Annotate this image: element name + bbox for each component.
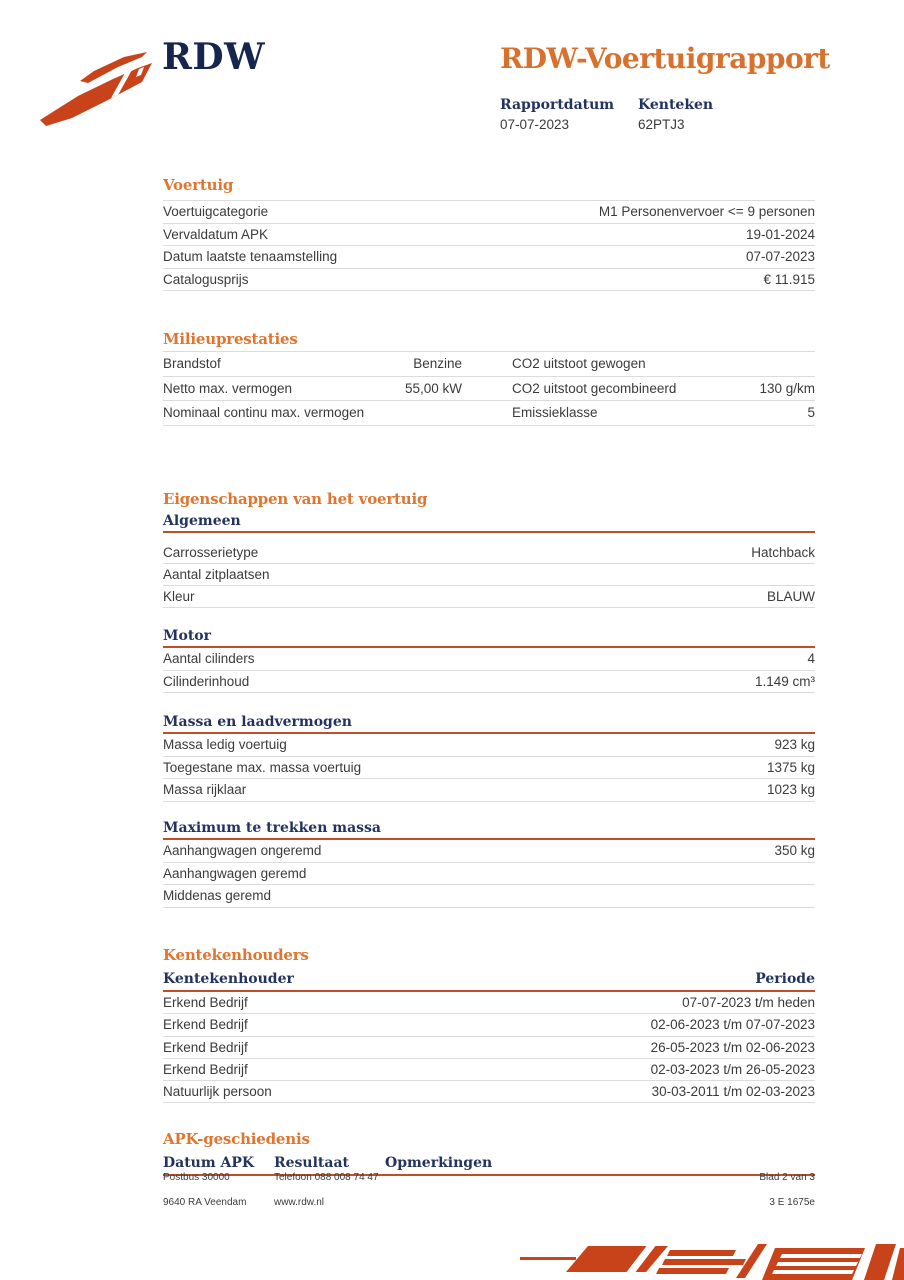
subsection-heading: Massa en laadvermogen xyxy=(163,712,815,734)
table-row xyxy=(163,542,815,564)
row-value: 1.149 cm³ xyxy=(754,673,815,689)
row-label: Emissieklasse xyxy=(512,405,598,421)
section-heading-eigenschappen: Eigenschappen van het voertuig xyxy=(163,490,428,508)
row-value: 4 xyxy=(807,651,815,667)
table-row xyxy=(163,377,815,402)
periode-cell: 07-07-2023 t/m heden xyxy=(682,995,815,1011)
periode-cell: 02-06-2023 t/m 07-07-2023 xyxy=(650,1017,815,1033)
section-voertuig xyxy=(163,176,815,291)
row-label: Netto max. vermogen xyxy=(163,380,293,396)
row-label: Aantal zitplaatsen xyxy=(163,567,270,582)
table-row xyxy=(163,863,815,886)
row-value: 923 kg xyxy=(774,737,815,753)
table-row xyxy=(163,1014,815,1036)
section-milieuprestaties xyxy=(163,330,815,426)
rdw-feather-logo-icon xyxy=(38,50,156,128)
table-row xyxy=(163,1081,815,1103)
kenteken-value: 62PTJ3 xyxy=(638,117,685,132)
logo-text: RDW xyxy=(162,36,266,78)
row-value: 55,00 kW xyxy=(404,380,462,396)
subsection-motor xyxy=(163,626,815,693)
voertuig-rows xyxy=(163,200,815,291)
footer-line-2 xyxy=(163,1197,815,1211)
row-label: CO2 uitstoot gecombineerd xyxy=(512,380,677,396)
section-heading: Voertuig xyxy=(163,176,234,194)
row-value: M1 Personenvervoer <= 9 personen xyxy=(598,204,815,220)
periode-cell: 26-05-2023 t/m 02-06-2023 xyxy=(650,1039,815,1055)
milieu-rows xyxy=(163,351,815,426)
footer-line-1 xyxy=(163,1172,815,1186)
section-kentekenhouders xyxy=(163,946,815,1103)
footer-postbus: Postbus 30000 xyxy=(163,1172,230,1183)
column-header-opmerkingen: Opmerkingen xyxy=(385,1155,493,1171)
row-label: Catalogusprijs xyxy=(163,271,249,287)
trekken-rows xyxy=(163,840,815,908)
footer-phone: Telefoon 088 008 74 47 xyxy=(274,1172,379,1183)
kentekenhouders-rows xyxy=(163,992,815,1103)
row-value: 1023 kg xyxy=(766,782,815,798)
row-value: € 11.915 xyxy=(763,271,815,287)
holder-cell: Erkend Bedrijf xyxy=(163,995,248,1011)
row-label: Cilinderinhoud xyxy=(163,673,250,689)
kentekenhouders-table-header xyxy=(163,968,815,992)
row-label: Voertuigcategorie xyxy=(163,204,269,220)
report-date-label: Rapportdatum xyxy=(500,97,615,113)
holder-cell: Erkend Bedrijf xyxy=(163,1039,248,1055)
row-label: Nominaal continu max. vermogen xyxy=(163,405,365,421)
section-heading: Kentekenhouders xyxy=(163,946,309,964)
table-row xyxy=(163,246,815,269)
row-value: Benzine xyxy=(413,356,462,372)
doc-code: 3 E 1675e xyxy=(769,1197,815,1208)
column-header-resultaat: Resultaat xyxy=(274,1155,349,1171)
row-label: Datum laatste tenaamstelling xyxy=(163,249,338,265)
table-row xyxy=(163,885,815,908)
subsection-trekken xyxy=(163,818,815,908)
row-label: Brandstof xyxy=(163,356,221,372)
table-row xyxy=(163,586,815,608)
subsection-algemeen xyxy=(163,511,815,608)
holder-cell: Natuurlijk persoon xyxy=(163,1084,272,1100)
subsection-heading: Maximum te trekken massa xyxy=(163,818,815,840)
algemeen-rows xyxy=(163,542,815,608)
row-label: Toegestane max. massa voertuig xyxy=(163,759,362,775)
column-header-kentekenhouder: Kentekenhouder xyxy=(163,971,294,987)
holder-cell: Erkend Bedrijf xyxy=(163,1017,248,1033)
subsection-heading: Algemeen xyxy=(163,511,815,533)
row-label: Aanhangwagen ongeremd xyxy=(163,843,322,859)
table-row xyxy=(163,401,815,426)
row-value: 07-07-2023 xyxy=(745,249,815,265)
row-label: Massa ledig voertuig xyxy=(163,737,287,753)
column-header-datum-apk: Datum APK xyxy=(163,1155,255,1171)
row-value: Hatchback xyxy=(751,545,815,560)
row-label: Carrosserietype xyxy=(163,545,259,560)
column-header-periode: Periode xyxy=(755,971,815,987)
row-value: 130 g/km xyxy=(759,380,815,396)
row-value: 350 kg xyxy=(774,843,815,859)
section-heading: APK-geschiedenis xyxy=(163,1130,310,1148)
table-row xyxy=(163,734,815,757)
table-row xyxy=(163,269,815,292)
row-label: Vervaldatum APK xyxy=(163,226,269,242)
table-row xyxy=(163,671,815,694)
table-row xyxy=(163,564,815,586)
row-label: Middenas geremd xyxy=(163,888,272,904)
periode-cell: 02-03-2023 t/m 26-05-2023 xyxy=(650,1062,815,1078)
kenteken-label: Kenteken xyxy=(638,97,714,113)
rdw-speed-stripes-icon xyxy=(520,1242,904,1280)
footer-website: www.rdw.nl xyxy=(274,1197,325,1208)
subsection-massa xyxy=(163,712,815,802)
page-number: Blad 2 van 3 xyxy=(759,1172,815,1183)
page-title: RDW-Voertuigrapport xyxy=(500,42,830,75)
subsection-heading: Motor xyxy=(163,626,815,648)
table-row xyxy=(163,757,815,780)
row-label: Aanhangwagen geremd xyxy=(163,865,307,881)
periode-cell: 30-03-2011 t/m 02-03-2023 xyxy=(651,1084,815,1100)
table-row xyxy=(163,779,815,802)
footer-city: 9640 RA Veendam xyxy=(163,1197,247,1208)
table-row xyxy=(163,1059,815,1081)
row-label: Kleur xyxy=(163,589,195,604)
table-row xyxy=(163,352,815,377)
row-label: Massa rijklaar xyxy=(163,782,247,798)
row-label: CO2 uitstoot gewogen xyxy=(512,356,646,372)
motor-rows xyxy=(163,648,815,693)
report-date-value: 07-07-2023 xyxy=(500,117,570,132)
table-row xyxy=(163,201,815,224)
row-label: Aantal cilinders xyxy=(163,651,255,667)
table-row xyxy=(163,992,815,1014)
table-row xyxy=(163,224,815,247)
row-value: 19-01-2024 xyxy=(745,226,815,242)
table-row xyxy=(163,1037,815,1059)
massa-rows xyxy=(163,734,815,802)
holder-cell: Erkend Bedrijf xyxy=(163,1062,248,1078)
table-row xyxy=(163,648,815,671)
row-value: 1375 kg xyxy=(766,759,815,775)
row-value: 5 xyxy=(807,405,815,421)
table-row xyxy=(163,840,815,863)
section-heading: Milieuprestaties xyxy=(163,330,298,348)
section-apk-geschiedenis xyxy=(163,1130,815,1176)
row-value: BLAUW xyxy=(766,589,815,604)
